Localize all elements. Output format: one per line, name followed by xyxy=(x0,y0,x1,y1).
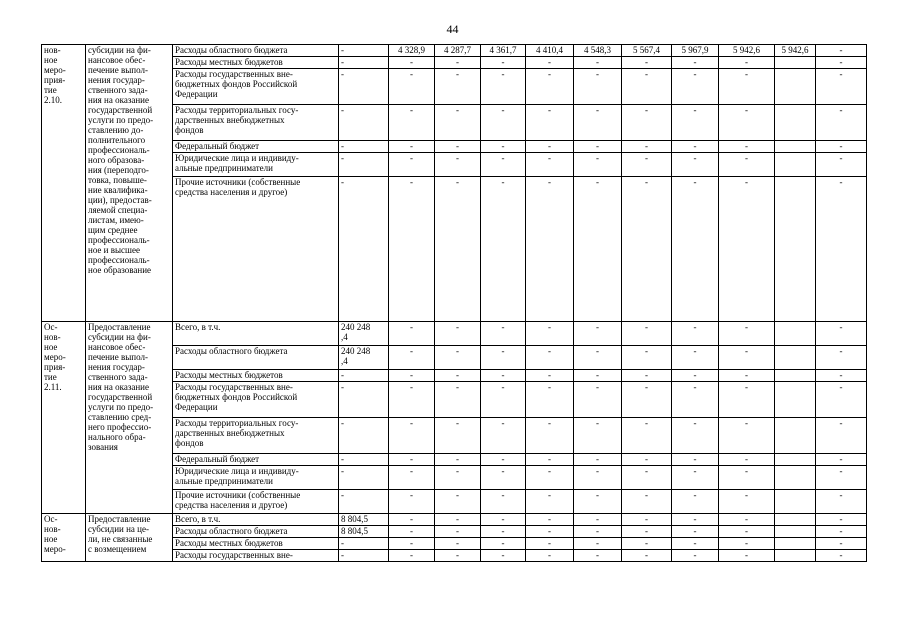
year-value-cell: - xyxy=(574,57,622,69)
total-cell: - xyxy=(339,538,389,550)
year-value-cell xyxy=(775,69,816,105)
year-value-cell: - xyxy=(526,69,574,105)
year-value-cell xyxy=(775,57,816,69)
year-value-cell: - xyxy=(672,514,719,526)
year-value-cell: - xyxy=(389,382,435,418)
year-value-cell: - xyxy=(389,454,435,466)
year-value-cell: - xyxy=(672,454,719,466)
total-cell: - xyxy=(339,466,389,490)
total-cell: 8 804,5 xyxy=(339,526,389,538)
year-value-cell xyxy=(775,141,816,153)
year-value-cell: - xyxy=(719,550,775,562)
year-value-cell: - xyxy=(435,466,481,490)
year-value-cell: - xyxy=(622,322,672,346)
year-value-cell: - xyxy=(574,177,622,322)
year-value-cell: - xyxy=(481,141,526,153)
year-value-cell: - xyxy=(389,57,435,69)
year-value-cell: - xyxy=(526,538,574,550)
year-value-cell: - xyxy=(435,69,481,105)
year-value-cell: - xyxy=(622,466,672,490)
year-value-cell: - xyxy=(816,45,867,57)
year-value-cell: - xyxy=(526,57,574,69)
activity-id-cell: Ос- нов- ное меро- прия- тие 2.11. xyxy=(42,322,86,514)
year-value-cell: - xyxy=(574,490,622,514)
year-value-cell: - xyxy=(672,177,719,322)
funding-source-cell: Расходы областного бюджета xyxy=(173,45,339,57)
year-value-cell: - xyxy=(389,418,435,454)
year-value-cell: - xyxy=(435,370,481,382)
year-value-cell: - xyxy=(816,550,867,562)
year-value-cell: - xyxy=(622,490,672,514)
year-value-cell: - xyxy=(574,370,622,382)
year-value-cell: - xyxy=(816,177,867,322)
year-value-cell: - xyxy=(574,526,622,538)
year-value-cell: - xyxy=(622,454,672,466)
year-value-cell: - xyxy=(672,490,719,514)
year-value-cell: - xyxy=(719,538,775,550)
funding-source-cell: Расходы местных бюджетов xyxy=(173,538,339,550)
year-value-cell: - xyxy=(816,418,867,454)
year-value-cell: - xyxy=(435,346,481,370)
year-value-cell: - xyxy=(435,382,481,418)
year-value-cell: - xyxy=(389,538,435,550)
year-value-cell xyxy=(775,322,816,346)
year-value-cell: - xyxy=(574,69,622,105)
year-value-cell: - xyxy=(719,466,775,490)
year-value-cell: - xyxy=(481,550,526,562)
year-value-cell: - xyxy=(622,370,672,382)
year-value-cell: - xyxy=(481,490,526,514)
total-cell: - xyxy=(339,69,389,105)
year-value-cell: - xyxy=(481,382,526,418)
funding-source-cell: Юридические лица и индивиду- альные предприниматели xyxy=(173,466,339,490)
year-value-cell: - xyxy=(526,105,574,141)
year-value-cell: - xyxy=(481,514,526,526)
year-value-cell: - xyxy=(481,418,526,454)
year-value-cell: - xyxy=(435,57,481,69)
funding-source-cell: Расходы государственных вне- бюджетных фондов Российской Федерации xyxy=(173,382,339,418)
year-value-cell: - xyxy=(622,105,672,141)
year-value-cell: - xyxy=(672,153,719,177)
year-value-cell: - xyxy=(672,370,719,382)
year-value-cell: - xyxy=(574,141,622,153)
year-value-cell: - xyxy=(816,346,867,370)
year-value-cell xyxy=(775,153,816,177)
year-value-cell: - xyxy=(816,382,867,418)
year-value-cell xyxy=(775,382,816,418)
activity-name-cell: Предоставление субсидии на фи- нансовое обес- печение выпол- нения государ- ственного зада- ния на оказание государственной услуги по предо- ставлению сред- него профессио- нального обра- зования xyxy=(86,322,173,514)
year-value-cell: - xyxy=(719,490,775,514)
year-value-cell: - xyxy=(526,370,574,382)
year-value-cell: 4 287,7 xyxy=(435,45,481,57)
year-value-cell: - xyxy=(526,454,574,466)
year-value-cell: 5 967,9 xyxy=(672,45,719,57)
year-value-cell: - xyxy=(435,514,481,526)
year-value-cell: - xyxy=(526,346,574,370)
year-value-cell xyxy=(775,490,816,514)
year-value-cell: - xyxy=(389,514,435,526)
year-value-cell: 5 942,6 xyxy=(719,45,775,57)
year-value-cell: - xyxy=(389,69,435,105)
year-value-cell: - xyxy=(526,153,574,177)
year-value-cell: - xyxy=(719,141,775,153)
year-value-cell: - xyxy=(672,69,719,105)
year-value-cell: - xyxy=(816,105,867,141)
year-value-cell: - xyxy=(574,153,622,177)
year-value-cell: - xyxy=(672,526,719,538)
total-cell: 240 248 ,4 xyxy=(339,322,389,346)
year-value-cell xyxy=(775,538,816,550)
total-cell: - xyxy=(339,370,389,382)
total-cell: - xyxy=(339,105,389,141)
year-value-cell: - xyxy=(816,69,867,105)
table-row xyxy=(42,45,867,57)
year-value-cell xyxy=(775,454,816,466)
year-value-cell: - xyxy=(389,141,435,153)
year-value-cell: - xyxy=(389,526,435,538)
year-value-cell: - xyxy=(622,346,672,370)
year-value-cell: - xyxy=(672,550,719,562)
table-body xyxy=(42,45,867,562)
year-value-cell: - xyxy=(622,153,672,177)
year-value-cell xyxy=(775,526,816,538)
year-value-cell: - xyxy=(719,69,775,105)
year-value-cell: 5 567,4 xyxy=(622,45,672,57)
year-value-cell: - xyxy=(481,538,526,550)
year-value-cell: - xyxy=(435,550,481,562)
page-number: 44 xyxy=(446,22,459,36)
year-value-cell: - xyxy=(672,105,719,141)
year-value-cell: - xyxy=(816,526,867,538)
total-cell: - xyxy=(339,57,389,69)
year-value-cell: - xyxy=(526,322,574,346)
total-cell: 8 804,5 xyxy=(339,514,389,526)
funding-source-cell: Расходы областного бюджета xyxy=(173,526,339,538)
table-row xyxy=(42,322,867,346)
year-value-cell xyxy=(775,105,816,141)
year-value-cell xyxy=(775,346,816,370)
year-value-cell: - xyxy=(526,526,574,538)
year-value-cell: - xyxy=(389,466,435,490)
funding-source-cell: Всего, в т.ч. xyxy=(173,322,339,346)
year-value-cell: - xyxy=(481,346,526,370)
year-value-cell: - xyxy=(435,141,481,153)
year-value-cell: - xyxy=(622,382,672,418)
total-cell: - xyxy=(339,550,389,562)
year-value-cell: - xyxy=(719,370,775,382)
funding-source-cell: Расходы территориальных госу- дарственных внебюджетных фондов xyxy=(173,418,339,454)
year-value-cell: - xyxy=(719,346,775,370)
year-value-cell: - xyxy=(481,105,526,141)
year-value-cell: - xyxy=(481,370,526,382)
year-value-cell: - xyxy=(389,153,435,177)
total-cell: - xyxy=(339,454,389,466)
year-value-cell: - xyxy=(719,57,775,69)
year-value-cell: - xyxy=(672,346,719,370)
year-value-cell: - xyxy=(574,466,622,490)
year-value-cell: - xyxy=(816,490,867,514)
year-value-cell: - xyxy=(816,322,867,346)
year-value-cell: - xyxy=(389,346,435,370)
year-value-cell: - xyxy=(816,370,867,382)
year-value-cell: - xyxy=(526,418,574,454)
year-value-cell: - xyxy=(622,514,672,526)
funding-source-cell: Прочие источники (собственные средства населения и другое) xyxy=(173,177,339,322)
year-value-cell: - xyxy=(481,57,526,69)
year-value-cell: - xyxy=(574,346,622,370)
year-value-cell: - xyxy=(816,153,867,177)
year-value-cell: - xyxy=(574,550,622,562)
year-value-cell: - xyxy=(481,69,526,105)
funding-source-cell: Расходы местных бюджетов xyxy=(173,57,339,69)
year-value-cell: - xyxy=(389,322,435,346)
year-value-cell: 4 361,7 xyxy=(481,45,526,57)
year-value-cell: 4 548,3 xyxy=(574,45,622,57)
year-value-cell: - xyxy=(389,177,435,322)
year-value-cell: - xyxy=(719,514,775,526)
table-row xyxy=(42,514,867,526)
year-value-cell: - xyxy=(816,141,867,153)
year-value-cell: - xyxy=(435,322,481,346)
year-value-cell: - xyxy=(526,177,574,322)
total-cell: - xyxy=(339,45,389,57)
year-value-cell xyxy=(775,514,816,526)
year-value-cell: - xyxy=(672,538,719,550)
year-value-cell: - xyxy=(719,454,775,466)
funding-source-cell: Расходы территориальных госу- дарственных внебюджетных фондов xyxy=(173,105,339,141)
year-value-cell: - xyxy=(622,69,672,105)
year-value-cell: - xyxy=(622,550,672,562)
year-value-cell: - xyxy=(435,418,481,454)
activity-id-cell: Ос- нов- ное меро- xyxy=(42,514,86,562)
total-cell: - xyxy=(339,153,389,177)
year-value-cell: - xyxy=(389,105,435,141)
year-value-cell: - xyxy=(526,514,574,526)
total-cell: 240 248 ,4 xyxy=(339,346,389,370)
total-cell: - xyxy=(339,418,389,454)
year-value-cell: - xyxy=(435,454,481,466)
year-value-cell: - xyxy=(574,105,622,141)
year-value-cell: - xyxy=(435,526,481,538)
year-value-cell: - xyxy=(435,177,481,322)
total-cell: - xyxy=(339,141,389,153)
year-value-cell: - xyxy=(816,514,867,526)
year-value-cell: - xyxy=(719,322,775,346)
year-value-cell: - xyxy=(622,141,672,153)
activity-name-cell: субсидии на фи- нансовое обес- печение выпол- нения государ- ственного зада- ния на оказание государственной услуги по предо- ставлению до- полнительного профессиональ- ного образова- ния (переподго- товка, повыше- ние квалифика- ции), предостав- ляемой специа- листам, имею- щим среднее профессиональ- ное и высшее профессиональ- ное образование xyxy=(86,45,173,322)
year-value-cell: - xyxy=(816,57,867,69)
total-cell: - xyxy=(339,490,389,514)
year-value-cell: - xyxy=(719,382,775,418)
year-value-cell: - xyxy=(719,418,775,454)
year-value-cell: - xyxy=(719,177,775,322)
year-value-cell xyxy=(775,370,816,382)
year-value-cell: - xyxy=(672,382,719,418)
year-value-cell: - xyxy=(622,418,672,454)
total-cell: - xyxy=(339,177,389,322)
year-value-cell: 4 410,4 xyxy=(526,45,574,57)
year-value-cell xyxy=(775,550,816,562)
year-value-cell: - xyxy=(719,153,775,177)
activity-id-cell: нов- ное меро- прия- тие 2.10. xyxy=(42,45,86,322)
year-value-cell: - xyxy=(719,526,775,538)
year-value-cell: - xyxy=(389,370,435,382)
funding-source-cell: Федеральный бюджет xyxy=(173,141,339,153)
year-value-cell: - xyxy=(389,550,435,562)
year-value-cell xyxy=(775,466,816,490)
year-value-cell: - xyxy=(672,57,719,69)
year-value-cell: - xyxy=(574,514,622,526)
funding-source-cell: Расходы местных бюджетов xyxy=(173,370,339,382)
year-value-cell: - xyxy=(526,550,574,562)
funding-source-cell: Расходы государственных вне- бюджетных фондов Российской Федерации xyxy=(173,69,339,105)
year-value-cell: - xyxy=(719,105,775,141)
year-value-cell: - xyxy=(622,57,672,69)
funding-source-cell: Всего, в т.ч. xyxy=(173,514,339,526)
year-value-cell: - xyxy=(816,538,867,550)
year-value-cell: - xyxy=(816,454,867,466)
funding-source-cell: Расходы областного бюджета xyxy=(173,346,339,370)
year-value-cell: - xyxy=(574,538,622,550)
year-value-cell: - xyxy=(574,322,622,346)
year-value-cell: - xyxy=(574,454,622,466)
funding-source-cell: Прочие источники (собственные средства населения и другое) xyxy=(173,490,339,514)
year-value-cell: - xyxy=(672,141,719,153)
year-value-cell: - xyxy=(574,382,622,418)
year-value-cell: - xyxy=(435,490,481,514)
year-value-cell: - xyxy=(481,526,526,538)
activity-name-cell: Предоставление субсидии на це- ли, не связанные с возмещением xyxy=(86,514,173,562)
funding-source-cell: Юридические лица и индивиду- альные предприниматели xyxy=(173,153,339,177)
year-value-cell: - xyxy=(622,177,672,322)
total-cell: - xyxy=(339,382,389,418)
year-value-cell xyxy=(775,177,816,322)
year-value-cell: - xyxy=(672,466,719,490)
funding-source-cell: Федеральный бюджет xyxy=(173,454,339,466)
year-value-cell: - xyxy=(672,322,719,346)
year-value-cell: - xyxy=(526,466,574,490)
year-value-cell: - xyxy=(389,490,435,514)
year-value-cell: - xyxy=(481,322,526,346)
year-value-cell: - xyxy=(622,526,672,538)
budget-table xyxy=(41,44,867,562)
funding-source-cell: Расходы государственных вне- xyxy=(173,550,339,562)
year-value-cell: - xyxy=(622,538,672,550)
year-value-cell xyxy=(775,418,816,454)
year-value-cell: - xyxy=(481,153,526,177)
year-value-cell: - xyxy=(481,454,526,466)
year-value-cell: - xyxy=(481,177,526,322)
year-value-cell: - xyxy=(526,141,574,153)
year-value-cell: - xyxy=(481,466,526,490)
year-value-cell: - xyxy=(435,538,481,550)
year-value-cell: - xyxy=(816,466,867,490)
year-value-cell: - xyxy=(526,382,574,418)
year-value-cell: 5 942,6 xyxy=(775,45,816,57)
year-value-cell: - xyxy=(574,418,622,454)
year-value-cell: - xyxy=(435,153,481,177)
year-value-cell: - xyxy=(672,418,719,454)
year-value-cell: - xyxy=(526,490,574,514)
year-value-cell: - xyxy=(435,105,481,141)
year-value-cell: 4 328,9 xyxy=(389,45,435,57)
